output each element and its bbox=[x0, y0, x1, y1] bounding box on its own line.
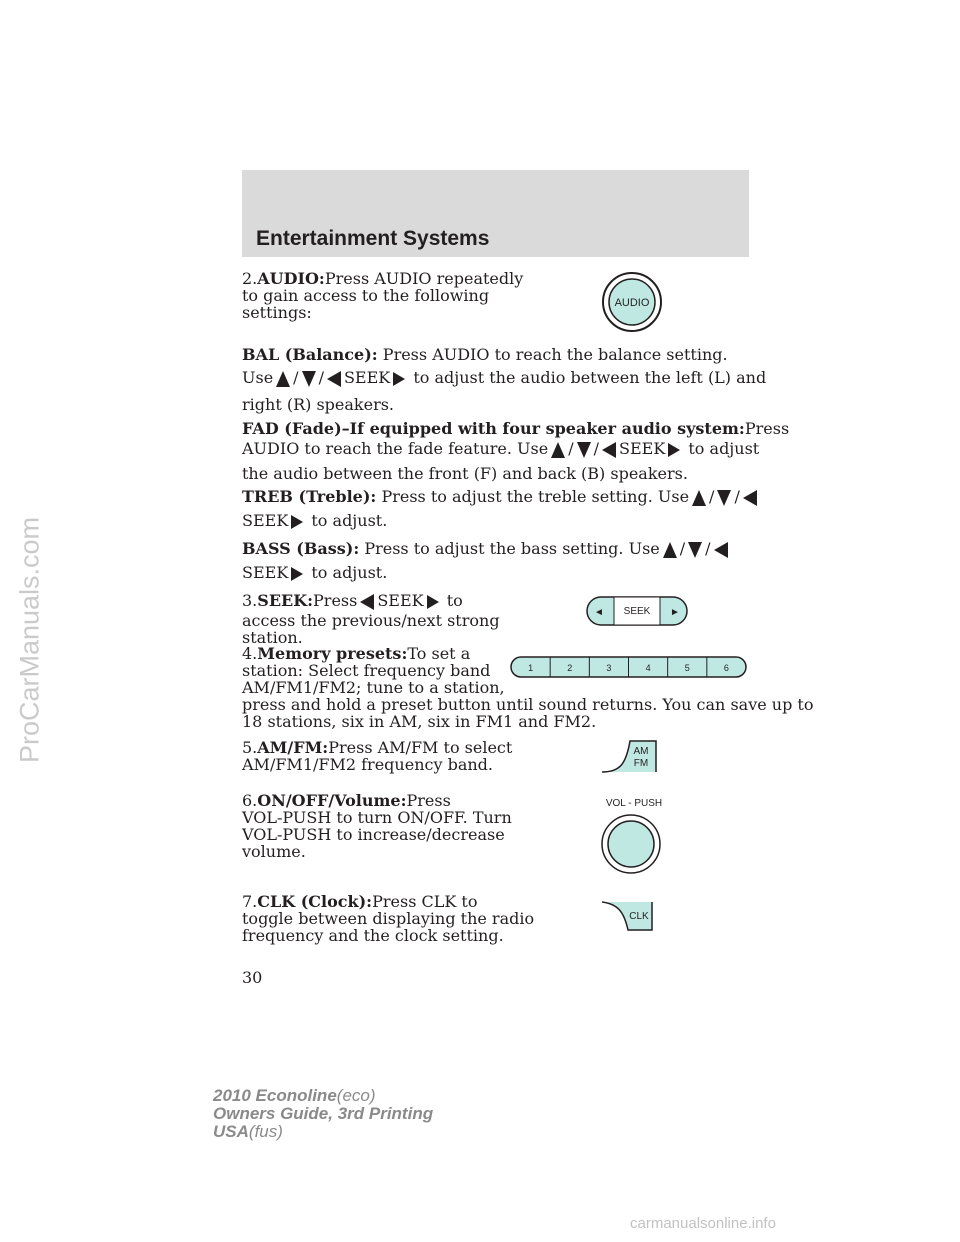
watermark-text: ProCarManuals.com bbox=[14, 516, 45, 764]
item-label: ON/OFF/Volume: bbox=[257, 791, 407, 810]
item-label: SEEK: bbox=[257, 591, 314, 610]
page-title: Entertainment Systems bbox=[256, 227, 490, 250]
seek-bar-label: SEEK bbox=[623, 606, 651, 617]
amfm-label-fm: FM bbox=[633, 758, 649, 769]
item-text: AM/FM1/FM2; tune to a station, bbox=[242, 678, 505, 697]
preset-button-4: 4 bbox=[645, 663, 651, 673]
up-arrow-icon bbox=[663, 542, 677, 558]
item-number: 3. bbox=[242, 591, 258, 610]
amfm-button-illustration bbox=[600, 738, 658, 774]
watermark bbox=[10, 500, 50, 780]
item-text: Press bbox=[744, 419, 790, 438]
footer-market-code: (fus) bbox=[248, 1122, 283, 1141]
item-label: CLK (Clock): bbox=[257, 892, 373, 911]
seek-word: SEEK bbox=[619, 439, 666, 458]
separator: / bbox=[705, 539, 711, 558]
item-text: AM/FM1/FM2 frequency band. bbox=[242, 755, 493, 774]
footer-model: 2010 Econoline bbox=[213, 1086, 337, 1105]
item-text: Press AUDIO to reach the balance setting. bbox=[382, 345, 728, 364]
item-text: station. bbox=[242, 628, 303, 647]
item-label: Memory presets: bbox=[257, 644, 408, 663]
amfm-item bbox=[242, 739, 512, 773]
treb-item bbox=[242, 488, 760, 506]
item-text: Press to adjust the bass setting. Use bbox=[364, 539, 660, 558]
right-arrow-icon bbox=[427, 595, 439, 609]
down-arrow-icon bbox=[577, 442, 591, 458]
up-arrow-icon bbox=[692, 490, 706, 506]
footer-guide: Owners Guide, 3rd Printing bbox=[213, 1104, 434, 1123]
preset-button-5: 5 bbox=[684, 663, 690, 673]
footer bbox=[213, 1087, 433, 1141]
item-text: frequency and the clock setting. bbox=[242, 926, 504, 945]
item-number: 7. bbox=[242, 892, 258, 911]
seek-word: SEEK bbox=[343, 368, 391, 387]
item-text: Press AUDIO repeatedly bbox=[324, 269, 524, 288]
item-text: access the previous/next strong bbox=[242, 611, 500, 630]
item-text: to adjust. bbox=[311, 563, 388, 582]
separator: / bbox=[293, 368, 299, 387]
down-arrow-icon bbox=[717, 490, 731, 506]
item-text: Press bbox=[313, 591, 358, 610]
item-text: to bbox=[446, 591, 463, 610]
treb-controls-line bbox=[242, 512, 387, 529]
item-label: FAD (Fade)–If equipped with four speaker audio system: bbox=[242, 419, 745, 438]
fad-item bbox=[242, 420, 789, 437]
up-arrow-icon bbox=[551, 442, 565, 458]
volume-knob-label: VOL - PUSH bbox=[605, 798, 663, 809]
separator: / bbox=[593, 439, 599, 458]
item-text: Press to adjust the treble setting. Use bbox=[381, 487, 690, 506]
item-text: to gain access to the following bbox=[242, 286, 490, 305]
separator: / bbox=[318, 368, 324, 387]
footer-model-code: (eco) bbox=[336, 1086, 376, 1105]
item-text: Press bbox=[406, 791, 451, 810]
item-text: press and hold a preset button until sound returns. You can save up to bbox=[242, 695, 814, 714]
seek-word: SEEK bbox=[377, 591, 424, 610]
right-arrow-icon bbox=[291, 515, 303, 529]
seek-word: SEEK bbox=[242, 563, 289, 582]
seek-right-icon: ► bbox=[670, 607, 680, 618]
seek-bar-illustration bbox=[586, 596, 688, 626]
bal-item bbox=[242, 346, 728, 363]
preset-button-3: 3 bbox=[606, 663, 612, 673]
item-label: BASS (Bass): bbox=[242, 539, 360, 558]
right-arrow-icon bbox=[291, 567, 303, 581]
preset-button-6: 6 bbox=[723, 663, 729, 673]
item-text: to adjust. bbox=[311, 511, 388, 530]
left-arrow-icon bbox=[602, 442, 616, 458]
right-arrow-icon bbox=[668, 443, 680, 457]
item-text: station: Select frequency band bbox=[242, 661, 491, 680]
left-arrow-icon bbox=[714, 542, 728, 558]
down-arrow-icon bbox=[688, 542, 702, 558]
item-number: 2. bbox=[242, 269, 258, 288]
item-text: To set a bbox=[407, 644, 471, 663]
separator: / bbox=[679, 539, 686, 558]
seek-word: SEEK bbox=[242, 511, 289, 530]
item-text: Press CLK to bbox=[372, 892, 478, 911]
separator: / bbox=[568, 439, 574, 458]
separator: / bbox=[734, 487, 740, 506]
down-arrow-icon bbox=[302, 371, 316, 387]
preset-button-2: 2 bbox=[567, 663, 573, 673]
section-header bbox=[242, 170, 749, 257]
item-text: right (R) speakers. bbox=[242, 395, 395, 414]
item-number: 6. bbox=[242, 791, 258, 810]
item-number: 5. bbox=[242, 738, 258, 757]
audio-item bbox=[242, 270, 523, 321]
item-text: to adjust the audio between the left (L) and bbox=[413, 368, 767, 387]
item-label: BAL (Balance): bbox=[242, 345, 378, 364]
item-text: VOL-PUSH to turn ON/OFF. Turn bbox=[242, 808, 512, 827]
site-watermark: carmanualsonline.info bbox=[630, 1215, 776, 1232]
item-text: toggle between displaying the radio bbox=[242, 909, 535, 928]
item-label: TREB (Treble): bbox=[242, 487, 377, 506]
clock-item bbox=[242, 893, 534, 944]
up-arrow-icon bbox=[276, 371, 290, 387]
item-text: VOL-PUSH to increase/decrease bbox=[242, 825, 505, 844]
left-arrow-icon bbox=[360, 594, 374, 610]
right-arrow-icon bbox=[393, 372, 405, 386]
item-label: AM/FM: bbox=[257, 738, 329, 757]
footer-market: USA bbox=[213, 1122, 249, 1141]
seek-left-icon: ◄ bbox=[594, 607, 604, 618]
separator: / bbox=[709, 487, 715, 506]
bass-item bbox=[242, 540, 731, 558]
clock-button-illustration bbox=[600, 900, 654, 932]
item-text: to adjust bbox=[688, 439, 760, 458]
clock-button-label: CLK bbox=[629, 911, 649, 922]
item-text: Press AM/FM to select bbox=[328, 738, 513, 757]
left-arrow-icon bbox=[327, 371, 341, 387]
volume-knob-illustration bbox=[596, 796, 674, 874]
volume-item bbox=[242, 792, 512, 860]
item-text: the audio between the front (F) and back (B) speakers. bbox=[242, 464, 688, 483]
item-text: settings: bbox=[242, 303, 312, 322]
left-arrow-icon bbox=[743, 490, 757, 506]
amfm-label-am: AM bbox=[633, 746, 649, 757]
preset-buttons-illustration bbox=[510, 656, 750, 680]
item-label: AUDIO: bbox=[257, 269, 325, 288]
seek-item bbox=[242, 592, 463, 610]
audio-button-illustration bbox=[600, 270, 664, 334]
bass-controls-line bbox=[242, 564, 387, 581]
preset-button-1: 1 bbox=[528, 663, 534, 673]
item-text: Use bbox=[242, 368, 274, 387]
item-text: 18 stations, six in AM, six in FM1 and FM2. bbox=[242, 712, 597, 731]
page-number: 30 bbox=[242, 968, 263, 987]
audio-button-label: AUDIO bbox=[614, 297, 650, 309]
bal-controls-line bbox=[242, 369, 766, 387]
fad-controls-line bbox=[242, 440, 759, 458]
item-text: AUDIO to reach the fade feature. Use bbox=[242, 439, 549, 458]
item-number: 4. bbox=[242, 644, 258, 663]
item-text: volume. bbox=[242, 842, 306, 861]
